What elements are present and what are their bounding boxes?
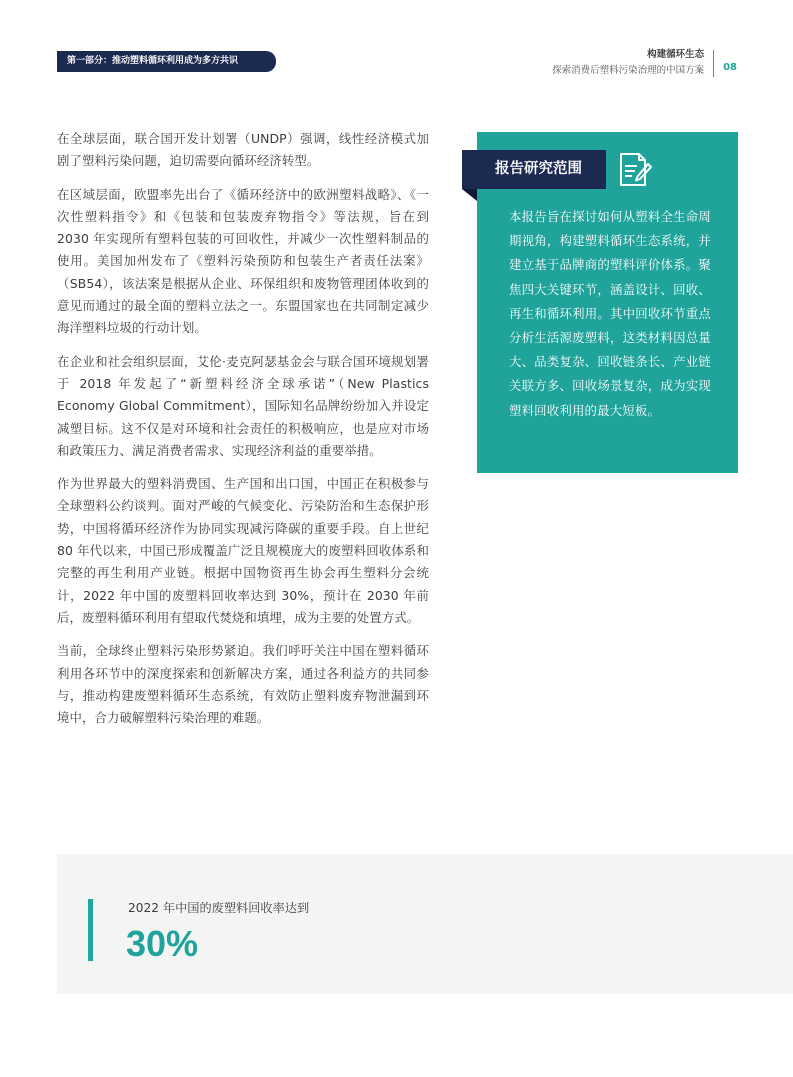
scope-header-fold xyxy=(462,189,477,201)
running-header xyxy=(552,48,737,78)
page-number: 08 xyxy=(723,62,737,73)
scope-text: 本报告旨在探讨如何从塑料全生命周期视角，构建塑料循环生态系统，并建立基于品牌商的塑料评价体系。聚焦四大关键环节，涵盖设计、回收、再生和循环利用。其中回收环节重点分析生活源废塑料，这类材料因总量大、品类复杂、回收链条长、产业链关联方多、回收场景复杂，成为实现塑料回收利用的最大短板。 xyxy=(509,209,711,418)
header-titles xyxy=(552,48,704,78)
header-divider xyxy=(713,50,714,77)
scope-title: 报告研究范围 xyxy=(462,150,606,189)
header-subtitle: 探索消费后塑料污染治理的中国方案 xyxy=(552,65,705,76)
body-text xyxy=(57,128,429,740)
stat-label: 2022 年中国的废塑料回收率达到 xyxy=(128,901,310,915)
stat-accent-bar xyxy=(88,899,93,961)
header-title: 构建循环生态 xyxy=(647,49,705,60)
paragraph-enterprise: 在企业和社会组织层面，艾伦·麦克阿瑟基金会与联合国环境规划署于 2018 年发起了“新塑料经济全球承诺”（New Plastics Economy Global Commitment），国际知名品牌纷纷加入并设定减塑目标。这不仅是对环境和社会责任的积极响应，也是应对市场和政策压力、满足消费者需求、实现经济利益的重要举措。 xyxy=(57,353,429,458)
paragraph-china: 作为世界最大的塑料消费国、生产国和出口国，中国正在积极参与全球塑料公约谈判。面对严峻的气候变化、污染防治和生态保护形势，中国将循环经济作为协同实现减污降碳的重要手段。自上世纪 80 年代以来，中国已形成覆盖广泛且规模庞大的废塑料回收体系和完整的再生利用产业链。根据中国物资再生协会再生塑料分会统计，2022 年中国的废塑料回收率达到 30%，预计在 2030 年前后，废塑料循环利用有望取代焚烧和填埋，成为主要的处置方式。 xyxy=(57,476,429,625)
paragraph-call-to-action: 当前，全球终止塑料污染形势紧迫。我们呼吁关注中国在塑料循环利用各环节中的深度探索和创新解决方案，通过各利益方的共同参与，推动构建废塑料循环生态系统，有效防止塑料废弃物泄漏到环境中，合力破解塑料污染治理的难题。 xyxy=(57,643,429,726)
paragraph-regional: 在区域层面，欧盟率先出台了《循环经济中的欧洲塑料战略》、《一次性塑料指令》和《包装和包装废弃物指令》等法规，旨在到 2030 年实现所有塑料包装的可回收性，并减少一次性塑料制品的使用。美国加州发布了《塑料污染预防和包装生产者责任法案》（SB54），该法案是根据从企业、环保组织和废物管理团体收到的意见而通过的最全面的塑料立法之一。东盟国家也在共同制定减少海洋塑料垃圾的行动计划。 xyxy=(57,186,429,336)
section-tag: 第一部分：推动塑料循环利用成为多方共识 xyxy=(57,51,276,72)
stat-value: 30% xyxy=(126,923,199,964)
report-edit-icon xyxy=(618,152,652,188)
paragraph-global: 在全球层面，联合国开发计划署（UNDP）强调，线性经济模式加剧了塑料污染问题，迫切需要向循环经济转型。 xyxy=(57,131,429,169)
